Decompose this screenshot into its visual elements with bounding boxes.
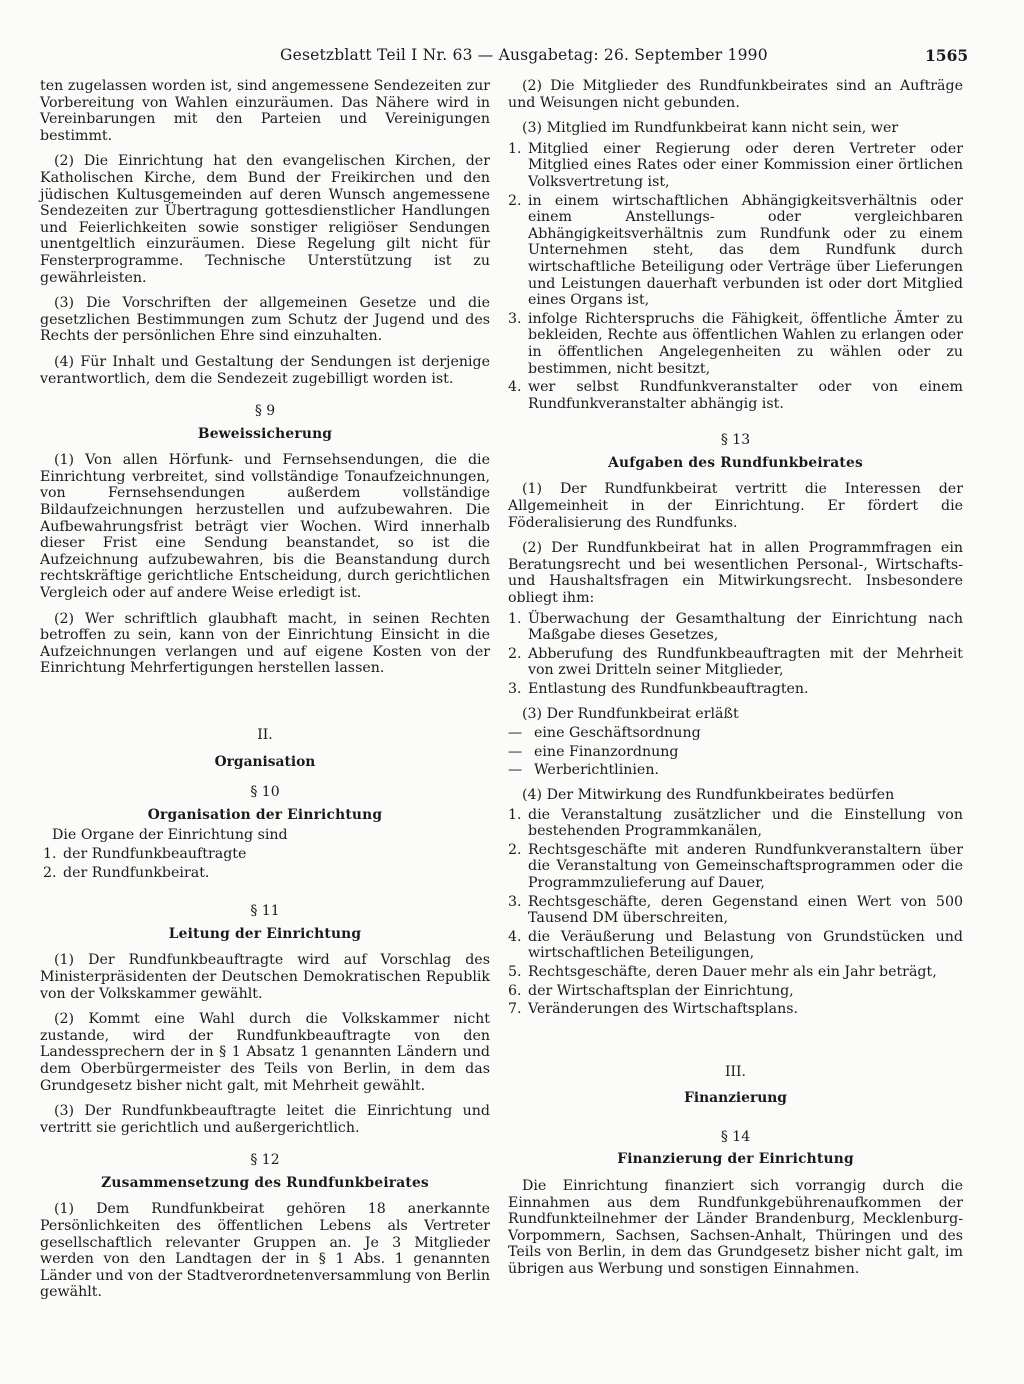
list-item: 4. die Veräußerung und Belastung von Grundstücken und wirtschaftlichen Beteiligungen, [508,928,963,962]
paragraph: ten zugelassen worden ist, sind angemessene Sendezeiten zur Vorbereitung von Wahlen einzuräumen. Das Nähere wird in Vereinbarungen mit den Parteien und Vereinigungen bestimmt. [40,78,490,144]
exclusion-list [508,141,963,413]
list-item: 4. wer selbst Rundfunkveranstalter oder von einem Rundfunkveranstalter abhängig ist. [508,379,963,412]
list-item: — eine Finanzordnung [508,743,679,760]
paragraph: (4) Der Mitwirkung des Rundfunkbeirates bedürfen [522,786,895,803]
section-number: § 13 [720,432,751,449]
list-item: 1. die Veranstaltung zusätzlicher und die Einstellung von bestehenden Programmkanälen, [508,806,963,840]
page-number: 1565 [925,46,969,65]
list-item: 2. in einem wirtschaftlichen Abhängigkeitsverhältnis oder einem Anstellungs- oder vergleichbaren Abhängigkeitsverhältnis zum Rundfunk oder zu einem Unternehmen steht, das dem Rundfunk durch wirtschaftliche Beteiligung oder Verträge über Lieferungen und Leistungen dauerhaft verbunden ist oder dort Mitglied eines Organs ist, [508,192,963,309]
section-title: Finanzierung der Einrichtung [617,1151,854,1168]
left-column [40,78,490,1310]
part-title: Finanzierung [684,1090,787,1107]
paragraph: (1) Der Rundfunkbeauftragte wird auf Vorschlag des Ministerpräsidenten der Deutschen Demokratischen Republik von der Volkskammer gewählt. [40,952,490,1002]
list-item: 1. Überwachung der Gesamthaltung der Einrichtung nach Maßgabe dieses Gesetzes, [508,610,963,644]
part-number: III. [724,1063,747,1080]
list-item: 2. der Rundfunkbeirat. [43,864,210,881]
gazette-title: Gesetzblatt Teil I Nr. 63 — Ausgabetag: 26. September 1990 [280,46,768,64]
section-number: § 11 [250,903,280,920]
paragraph: (2) Der Rundfunkbeirat hat in allen Programmfragen ein Beratungsrecht und bei wesentlichen Personal-, Wirtschafts- und Haushaltsfragen ein Mitwirkungsrecht. Insbesondere obliegt ihm: [508,540,963,607]
organ-list [40,846,490,881]
list-item: 2. Abberufung des Rundfunkbeauftragten mit der Mehrheit von zwei Dritteln seiner Mitglieder, [508,645,963,679]
section-number: § 9 [254,403,276,420]
paragraph: (3) Mitglied im Rundfunkbeirat kann nicht sein, wer [522,120,899,137]
part-title: Organisation [214,753,316,770]
section-title: Zusammensetzung des Rundfunkbeirates [101,1174,429,1191]
part-number: II. [257,727,273,743]
section-title: Leitung der Einrichtung [168,925,362,942]
paragraph: Die Einrichtung finanziert sich vorrangig durch die Einnahmen aus dem Rundfunkgebührenaufkommen der Rundfunkteilnehmer der Länder Brandenburg, Mecklenburg-Vorpommern, Sachsen, Sachsen-Anhalt, Thüringen und des Teils von Berlin, in dem das Grundgesetz bisher nicht galt, im übrigen aus Werbung und sonstigen Einnahmen. [508,1178,963,1278]
paragraph: (2) Die Mitglieder des Rundfunkbeirates sind an Aufträge und Weisungen nicht gebunden. [508,78,963,111]
list-item: 1. Mitglied einer Regierung oder deren Vertreter oder Mitglied eines Rates oder einer Kommission einer örtlichen Volksvertretung ist, [508,140,963,190]
paragraph: (2) Kommt eine Wahl durch die Volkskammer nicht zustande, wird der Rundfunkbeauftragte von den Landessprechern der in § 1 Absatz 1 genannten Ländern und dem Oberbürgermeister des Teils von Berlin, in dem das Grundgesetz bisher nicht galt, mit Mehrheit gewählt. [40,1011,490,1094]
list-item: 3. infolge Richterspruchs die Fähigkeit, öffentliche Ämter zu bekleiden, Rechte aus öffentlichen Wahlen zu erlangen oder in öffentlichen Angelegenheiten zu wählen oder zu bestimmen, nicht besitzt, [508,310,963,377]
list-item: 7. Veränderungen des Wirtschaftsplans. [508,1001,799,1018]
list-item: 2. Rechtsgeschäfte mit anderen Rundfunkveranstaltern über die Veranstaltung von Gemeinschaftsprogrammen oder die Programmzulieferung auf Dauer, [508,841,963,891]
paragraph: (4) Für Inhalt und Gestaltung der Sendungen ist derjenige verantwortlich, dem die Sendezeit zugebilligt worden ist. [40,353,490,387]
list-item: 3. Entlastung des Rundfunkbeauftragten. [508,681,809,697]
right-column [508,78,963,1287]
paragraph: (3) Der Rundfunkbeauftragte leitet die Einrichtung und vertritt sie gerichtlich und außergerichtlich. [40,1103,490,1136]
page-header [0,46,1024,72]
list-item: — Werberichtlinien. [508,762,659,779]
list-item: — eine Geschäftsordnung [508,725,701,742]
paragraph: (1) Der Rundfunkbeirat vertritt die Interessen der Allgemeinheit in der Einrichtung. Er fördert die Föderalisierung des Rundfunks. [508,481,963,531]
rules-list [508,725,963,779]
list-item: 6. der Wirtschaftsplan der Einrichtung, [508,982,794,999]
section-title: Beweissicherung [197,425,333,442]
paragraph: (3) Der Rundfunkbeirat erläßt [522,705,739,722]
section-number: § 12 [250,1152,280,1169]
section-title: Organisation der Einrichtung [147,806,383,823]
section-title: Aufgaben des Rundfunkbeirates [608,454,863,471]
paragraph: (2) Die Einrichtung hat den evangelischen Kirchen, der Katholischen Kirche, dem Bund der Freikirchen und den jüdischen Kultusgemeinden auf deren Wunsch angemessene Sendezeiten zur Übertragung gottesdienstlicher Handlungen und Feierlichkeiten sowie sonstiger religiöser Sendungen unentgeltlich einzuräumen. Diese Regelung gilt nicht für Fensterprogramme. Technische Unterstützung ist zu gewährleisten. [40,153,490,286]
paragraph: (2) Wer schriftlich glaubhaft macht, in seinen Rechten betroffen zu sein, kann von der Einrichtung Einsicht in die Aufzeichnungen verlangen und auf eigene Kosten von der Einrichtung Mehrfertigungen herstellen lassen. [40,610,490,677]
section-number: § 14 [720,1128,751,1145]
section-number: § 10 [250,784,280,801]
paragraph: (1) Von allen Hörfunk- und Fernsehsendungen, die die Einrichtung verbreitet, sind vollständige Tonaufzeichnungen, von Fernsehsendungen außerdem vollständige Bildaufzeichnungen herzustellen und aufzubewahren. Die Aufbewahrungsfrist beträgt vier Wochen. Wird innerhalb dieser Frist eine Sendung beanstandet, so ist die Aufzeichnung aufzubewahren, bis die Beanstandung durch rechtskräftige gerichtliche Entscheidung, durch gerichtlichen Vergleich oder auf andere Weise erledigt ist. [40,452,490,602]
list-item: 5. Rechtsgeschäfte, deren Dauer mehr als ein Jahr beträgt, [508,963,937,980]
paragraph: (3) Die Vorschriften der allgemeinen Gesetze und die gesetzlichen Bestimmungen zum Schutz der Jugend und des Rechts der persönlichen Ehre sind einzuhalten. [40,295,490,345]
paragraph: (1) Dem Rundfunkbeirat gehören 18 anerkannte Persönlichkeiten des öffentlichen Lebens als Vertreter gesellschaftlich relevanter Gruppen an. Je 3 Mitglieder werden von den Landtagen der in § 1 Abs. 1 genannten Länder und von der Stadtverordnetenversammlung von Berlin gewählt. [40,1201,490,1301]
duties-list [508,611,963,698]
paragraph: Die Organe der Einrichtung sind [52,827,288,844]
approvals-list [508,807,963,1018]
list-item: 1. der Rundfunkbeauftragte [43,845,247,862]
list-item: 3. Rechtsgeschäfte, deren Gegenstand einen Wert von 500 Tausend DM überschreiten, [508,893,963,927]
